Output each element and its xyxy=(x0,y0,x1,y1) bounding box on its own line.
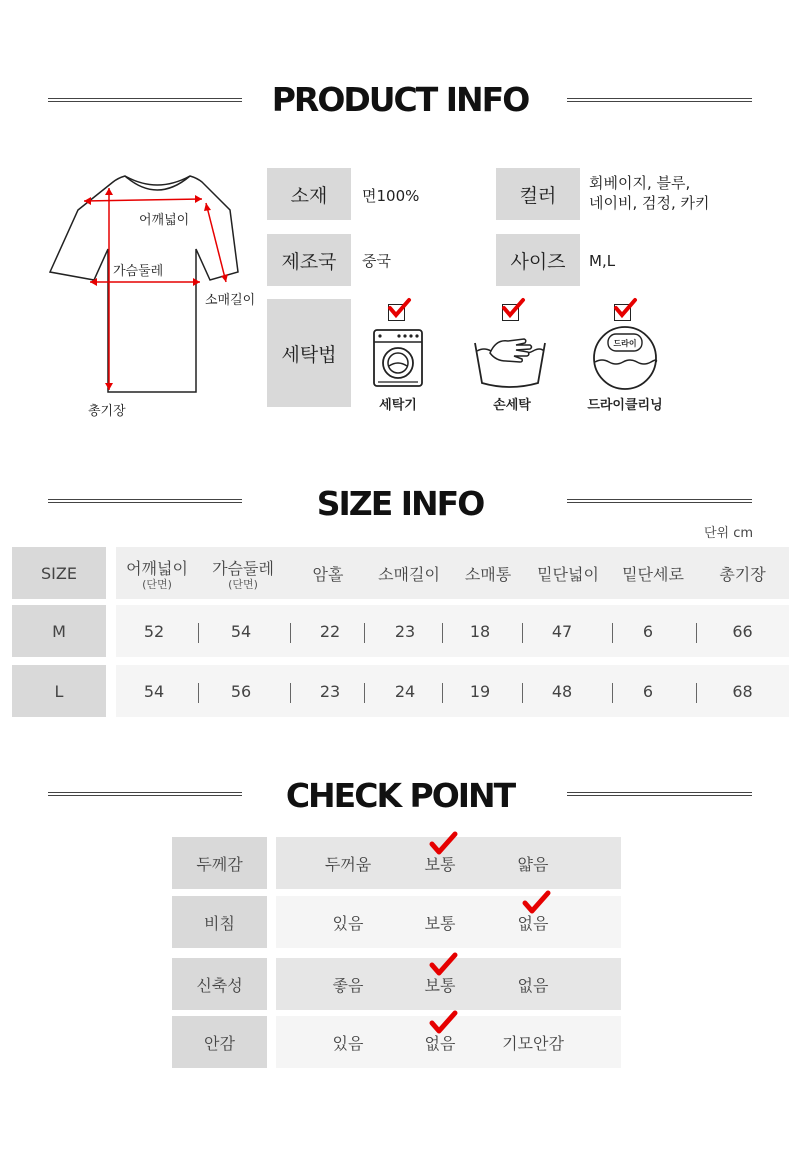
checkmark-icon xyxy=(428,831,458,857)
length-label: 총기장 xyxy=(88,404,126,419)
check-point-label: 신축성 xyxy=(172,958,267,1010)
table-cell: 6 xyxy=(642,681,654,701)
check-point-option: 없음 xyxy=(517,975,549,995)
wash-method-machine: 세탁기 xyxy=(379,398,417,413)
table-cell: 68 xyxy=(732,681,753,701)
size-name: L xyxy=(12,665,106,717)
table-cell: 52 xyxy=(143,621,165,641)
check-point-options xyxy=(276,837,621,889)
check-point-option: 있음 xyxy=(332,1033,364,1053)
check-point-row xyxy=(172,896,621,948)
table-cell: 54 xyxy=(230,621,252,641)
checkmark-icon xyxy=(428,952,458,978)
material-label: 소재 xyxy=(267,168,351,220)
unit-label: 단위 cm xyxy=(704,526,754,541)
table-cell: 18 xyxy=(469,621,491,641)
check-point-options xyxy=(276,896,621,948)
table-cell: 23 xyxy=(394,621,416,641)
check-point-option: 얇음 xyxy=(517,854,549,874)
size-table-header xyxy=(12,547,789,599)
washing-machine-icon xyxy=(372,328,424,388)
dry-clean-icon xyxy=(591,324,659,392)
wash-method-hand: 손세탁 xyxy=(493,398,531,413)
header-total-length: 총기장 xyxy=(719,564,766,584)
header-hem-width: 밑단넓이 xyxy=(537,564,599,584)
color-label: 컬러 xyxy=(496,168,580,220)
check-point-options xyxy=(276,958,621,1010)
table-cell: 24 xyxy=(394,681,416,701)
header-sleeve-width: 소매통 xyxy=(464,564,512,584)
header-sleeve-length: 소매길이 xyxy=(378,564,440,584)
check-point-option: 있음 xyxy=(332,913,364,933)
shoulder-label: 어깨넓이 xyxy=(139,213,190,228)
table-row xyxy=(12,665,789,717)
wash-method-dry: 드라이클리닝 xyxy=(587,398,663,413)
hand-wash-icon xyxy=(472,333,548,389)
color-value-line1: 회베이지, 블루, xyxy=(589,174,691,192)
header-rule-right xyxy=(567,499,752,503)
table-cell: 23 xyxy=(319,681,341,701)
size-column-header: SIZE xyxy=(12,547,106,599)
checkmark-icon xyxy=(500,297,526,319)
header-chest: 가슴둘레 (단면) xyxy=(212,559,274,591)
dry-clean-icon-text: 드라이 xyxy=(613,339,637,348)
table-cell: 56 xyxy=(230,681,252,701)
check-point-label: 두께감 xyxy=(172,837,267,889)
table-cell: 48 xyxy=(551,681,573,701)
check-point-option: 보통 xyxy=(424,854,456,874)
size-label: 사이즈 xyxy=(496,234,580,286)
checkmark-icon xyxy=(386,297,412,319)
check-point-title: CHECK POINT xyxy=(285,776,515,815)
origin-value: 중국 xyxy=(362,252,391,270)
sleeve-label: 소매길이 xyxy=(205,293,256,308)
table-row xyxy=(12,605,789,657)
header-rule-right xyxy=(567,792,752,796)
checkmark-icon xyxy=(612,297,638,319)
table-cell: 54 xyxy=(143,681,165,701)
wash-label: 세탁법 xyxy=(267,299,351,407)
check-point-row xyxy=(172,837,621,889)
header-rule-right xyxy=(567,98,752,102)
check-point-option: 두꺼움 xyxy=(324,854,372,874)
header-shoulder: 어깨넓이 (단면) xyxy=(126,559,188,591)
color-value-line2: 네이비, 검정, 카키 xyxy=(589,194,710,212)
header-hem-height: 밑단세로 xyxy=(622,564,684,584)
product-info-title: PRODUCT INFO xyxy=(271,80,529,119)
header-armhole: 암홀 xyxy=(312,564,344,584)
material-value: 면100% xyxy=(362,187,420,205)
size-info-title: SIZE INFO xyxy=(316,484,484,523)
check-point-option: 좋음 xyxy=(332,975,364,995)
check-point-option: 보통 xyxy=(424,913,456,933)
check-point-label: 안감 xyxy=(172,1016,267,1068)
check-point-row xyxy=(172,1016,621,1068)
check-point-options xyxy=(276,1016,621,1068)
checkmark-icon xyxy=(428,1010,458,1036)
check-point-option: 보통 xyxy=(424,975,456,995)
size-value: M,L xyxy=(589,252,616,270)
table-cell: 19 xyxy=(469,681,491,701)
check-point-option: 기모안감 xyxy=(502,1033,564,1053)
checkmark-icon xyxy=(521,890,551,916)
size-name: M xyxy=(12,605,106,657)
table-cell: 66 xyxy=(732,621,753,641)
table-cell: 6 xyxy=(642,621,654,641)
origin-label: 제조국 xyxy=(267,234,351,286)
check-point-option: 없음 xyxy=(424,1033,456,1053)
table-cell: 47 xyxy=(551,621,573,641)
check-point-label: 비침 xyxy=(172,896,267,948)
table-cell: 22 xyxy=(319,621,341,641)
check-point-option: 없음 xyxy=(517,913,549,933)
chest-label: 가슴둘레 xyxy=(113,264,164,279)
check-point-row xyxy=(172,958,621,1010)
